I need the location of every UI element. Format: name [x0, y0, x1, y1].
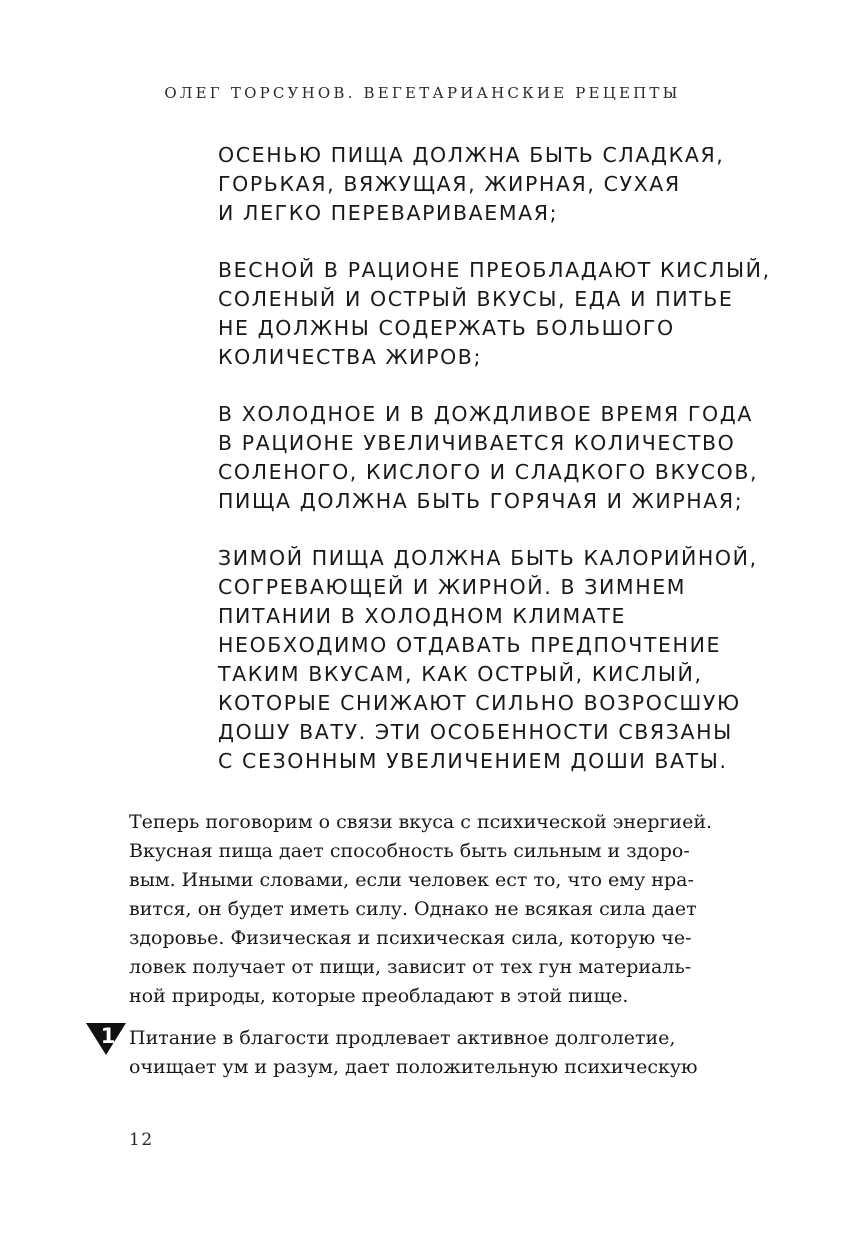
- running-head-title: ОЛЕГ ТОРСУНОВ. ВЕГЕТАРИАНСКИЕ РЕЦЕПТЫ: [164, 84, 681, 102]
- quote-line: ОСЕНЬЮ ПИЩА ДОЛЖНА БЫТЬ СЛАДКАЯ,: [218, 143, 725, 167]
- triangle-marker-icon: [86, 1022, 126, 1056]
- quote-paragraph-spring: [218, 256, 778, 372]
- quote-line: ВЕСНОЙ В РАЦИОНЕ ПРЕОБЛАДАЮТ КИСЛЫЙ,: [218, 258, 771, 282]
- quote-line: СОЛЕНЫЙ И ОСТРЫЙ ВКУСЫ, ЕДА И ПИТЬЕ: [218, 287, 734, 311]
- body-line: ловек получает от пищи, зависит от тех гун материаль-: [129, 956, 692, 978]
- quote-paragraph-rainy: [218, 400, 778, 516]
- quote-line: НЕОБХОДИМО ОТДАВАТЬ ПРЕДПОЧТЕНИЕ: [218, 633, 722, 657]
- quote-line: КОТОРЫЕ СНИЖАЮТ СИЛЬНО ВОЗРОСШУЮ: [218, 691, 741, 715]
- quote-line: В РАЦИОНЕ УВЕЛИЧИВАЕТСЯ КОЛИЧЕСТВО: [218, 431, 736, 455]
- quote-line: С СЕЗОННЫМ УВЕЛИЧЕНИЕМ ДОШИ ВАТЫ.: [218, 749, 728, 773]
- quote-line: ПИЩА ДОЛЖНА БЫТЬ ГОРЯЧАЯ И ЖИРНАЯ;: [218, 489, 744, 513]
- quote-line: СОГРЕВАЮЩЕЙ И ЖИРНОЙ. В ЗИМНЕМ: [218, 575, 687, 599]
- quote-line: ТАКИМ ВКУСАМ, КАК ОСТРЫЙ, КИСЛЫЙ,: [218, 662, 703, 686]
- body-line: очищает ум и разум, дает положительную психическую: [129, 1056, 698, 1078]
- body-line: Питание в благости продлевает активное долголетие,: [129, 1027, 676, 1049]
- quote-line: ГОРЬКАЯ, ВЯЖУЩАЯ, ЖИРНАЯ, СУХАЯ: [218, 172, 681, 196]
- body-paragraph-numbered: [129, 1024, 729, 1082]
- marker-number: 1: [100, 1024, 116, 1048]
- body-line: вится, он будет иметь силу. Однако не всякая сила дает: [129, 898, 697, 920]
- quote-paragraph-winter: [218, 544, 778, 776]
- page-number: 12: [129, 1130, 154, 1150]
- body-line: ной природы, которые преобладают в этой пище.: [129, 985, 629, 1007]
- quote-paragraph-autumn: [218, 141, 778, 228]
- quote-line: И ЛЕГКО ПЕРЕВАРИВАЕМАЯ;: [218, 201, 559, 225]
- quote-line: СОЛЕНОГО, КИСЛОГО И СЛАДКОГО ВКУСОВ,: [218, 460, 759, 484]
- quote-line: В ХОЛОДНОЕ И В ДОЖДЛИВОЕ ВРЕМЯ ГОДА: [218, 402, 753, 426]
- quote-line: НЕ ДОЛЖНЫ СОДЕРЖАТЬ БОЛЬШОГО: [218, 316, 675, 340]
- body-line: здоровье. Физическая и психическая сила, которую че-: [129, 927, 692, 949]
- quote-line: ЗИМОЙ ПИЩА ДОЛЖНА БЫТЬ КАЛОРИЙНОЙ,: [218, 546, 758, 570]
- quote-line: КОЛИЧЕСТВА ЖИРОВ;: [218, 345, 482, 369]
- quote-block: [218, 141, 778, 804]
- body-line: Теперь поговорим о связи вкуса с психической энергией.: [129, 811, 713, 833]
- quote-line: ПИТАНИИ В ХОЛОДНОМ КЛИМАТЕ: [218, 604, 627, 628]
- body-line: вым. Иными словами, если человек ест то, что ему нра-: [129, 869, 694, 891]
- body-line: Вкусная пища дает способность быть сильным и здоро-: [129, 840, 690, 862]
- quote-line: ДОШУ ВАТУ. ЭТИ ОСОБЕННОСТИ СВЯЗАНЫ: [218, 720, 733, 744]
- body-paragraph: [129, 808, 729, 1011]
